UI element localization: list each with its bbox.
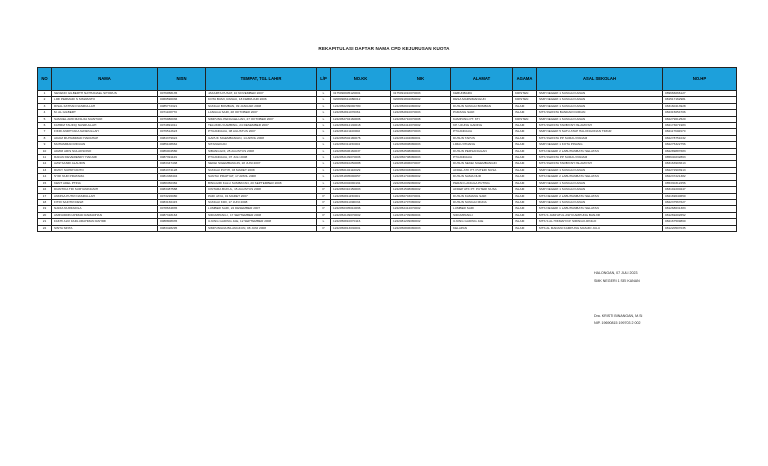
table-cell: SMP NEGERI 1 SUNGAI KANAN xyxy=(537,116,663,122)
table-cell: FITRI SAFITRI DEWI xyxy=(52,199,158,205)
table-cell: 20 xyxy=(38,212,52,218)
column-header: NO xyxy=(38,68,52,91)
table-cell: 14 xyxy=(38,174,52,180)
table-cell: ISLAM xyxy=(513,167,537,173)
table-cell: 1222051704080002 xyxy=(391,174,451,180)
student-table xyxy=(37,67,737,232)
table-cell: 10 xyxy=(38,148,52,154)
table-cell: 082272903913 xyxy=(663,167,737,173)
table-cell: UJUNG GADING JAE xyxy=(451,219,513,225)
table-cell: 12 xyxy=(38,161,52,167)
table-cell: 082278751032 xyxy=(663,135,737,141)
table-cell: 1222050811090034 xyxy=(331,199,391,205)
table-cell: NADIA NURFADILA xyxy=(52,206,158,212)
table-cell: SUNGAI KIRI, 17 JUNI 2008 xyxy=(206,199,317,205)
table-cell: P xyxy=(317,225,331,231)
table-cell: 2222052009080002 xyxy=(391,180,451,186)
table-cell: 1222052811070061 xyxy=(331,110,391,116)
table-cell: 0087391129 xyxy=(158,155,206,161)
table-cell: SITANGKIAN xyxy=(206,142,317,148)
table-cell: MTS NEGERI 2 LABUHANBATU SELATAN xyxy=(537,148,663,154)
table-cell: KRISTEN xyxy=(513,116,537,122)
table-cell: DUSUN TAPUS xyxy=(451,135,513,141)
table-cell: 085640232863 xyxy=(663,155,737,161)
table-cell: 3 xyxy=(38,103,52,109)
table-cell: L xyxy=(317,116,331,122)
table-cell: M. AL GILBERT xyxy=(52,110,158,116)
table-cell: DUSUN PERSANGGAN xyxy=(451,148,513,154)
table-cell: FIKRI ANDHYAKA NASRULLAH xyxy=(52,129,158,135)
table-cell: 1222050808080003 xyxy=(391,142,451,148)
table-cell: CINTARA BUKUL, 15 AGUSTUS 2008 xyxy=(206,187,317,193)
table-cell: 7 xyxy=(38,129,52,135)
table-cell: ISLAM xyxy=(513,199,537,205)
table-cell: ISLAM xyxy=(513,135,537,141)
table-cell: 1222052412070002 xyxy=(391,206,451,212)
table-cell: FAHRIZ TAUFIQ NASRULLAH xyxy=(52,123,158,129)
table-cell: L xyxy=(317,161,331,167)
table-cell: MTS NEGERI 2 LABUHANBATU SELATAN xyxy=(537,174,663,180)
table-cell: RIZKY SUPRIYANTO xyxy=(52,167,158,173)
table-cell: 1222050813030001 xyxy=(331,225,391,231)
table-cell: 1222050303080003 xyxy=(391,167,451,173)
column-header: TEMPAT, TGL LAHIR xyxy=(206,68,317,91)
table-cell: 1222050810070116 xyxy=(331,219,391,225)
table-cell: 0083487588 xyxy=(158,187,206,193)
table-cell: 1222050305010096 xyxy=(331,206,391,212)
table-cell: L xyxy=(317,174,331,180)
table-cell: P xyxy=(317,199,331,205)
table-cell: 1222051805090057 xyxy=(331,174,391,180)
table-cell: SAMUEL ARD MASUJA SIANTURI xyxy=(52,116,158,122)
table-cell: 1222051806070007 xyxy=(391,161,451,167)
table-cell: L xyxy=(317,135,331,141)
table-cell: L xyxy=(317,91,331,97)
table-cell: 6 xyxy=(38,123,52,129)
table-cell: TELUKRU KAMBING, 24 DESEMBER 2007 xyxy=(206,123,317,129)
table-cell: 0087318163 xyxy=(158,212,206,218)
table-cell: FAKHI ALVI FADLURAHMAN RAHIMI xyxy=(52,219,158,225)
table-cell: LIMI PERMADI S SISWANTO xyxy=(52,97,158,103)
table-cell: 082167509860 xyxy=(663,219,737,225)
table-cell: MTS S JAMI'ATUL ASH KAMPUNG BANJIR xyxy=(537,212,663,218)
table-cell: 3175090905120001 xyxy=(331,91,391,97)
table-cell: KRISTEN xyxy=(513,91,537,97)
signature-office: SMK NEGERI 1 SEI KANAN xyxy=(594,279,640,283)
table-cell: PURANG SARI xyxy=(451,110,513,116)
table-row xyxy=(38,225,737,231)
table-cell: 0076980036 xyxy=(158,116,206,122)
table-cell: 083192200247 xyxy=(663,187,737,193)
column-header: ASAL SEKOLAH xyxy=(537,68,663,91)
table-cell: ISLAM xyxy=(513,103,537,109)
table-cell: PERAN LANGGA PUTING xyxy=(451,180,513,186)
table-cell: 0081338404 xyxy=(158,174,206,180)
table-cell: 1222050311150004 xyxy=(331,142,391,148)
table-cell: L xyxy=(317,97,331,103)
table-cell: DUSUN SUNGAI BOMBAN xyxy=(451,103,513,109)
table-cell: P xyxy=(317,206,331,212)
table-cell: ISLAM xyxy=(513,110,537,116)
table-cell: 1222050810250088 xyxy=(331,161,391,167)
table-cell: 11 xyxy=(38,155,52,161)
table-cell: 085330312256 xyxy=(663,180,737,186)
table-cell: ISLAM xyxy=(513,206,537,212)
table-cell: SUNGAI PUTIH, 03 MARET 2008 xyxy=(206,167,317,173)
table-cell: 0073226080 xyxy=(158,193,206,199)
table-cell: ISLAM xyxy=(513,212,537,218)
table-body xyxy=(38,91,737,232)
table-cell: 089666066127 xyxy=(663,91,737,97)
signature-name: Dra. KRISTI BINANGAN, M.Si xyxy=(594,314,643,318)
table-cell: KOTA BUMI, RANAU, 18 FEBRUARI 2006 xyxy=(206,97,317,103)
table-cell: SMP NEGERI 1 SUNGAI KANAN xyxy=(537,187,663,193)
table-cell: 9 xyxy=(38,142,52,148)
table-cell: SEKEI SIGEMBANGIN, 18 JUNI 2007 xyxy=(206,161,317,167)
table-cell: MTS SWASTA PP SURAU PADAM xyxy=(537,155,663,161)
signature-place-date: HALONGAN, 07 JULI 2023 xyxy=(594,271,638,275)
table-cell: 1222051101100002 xyxy=(331,129,391,135)
table-cell: 1222052109070006 xyxy=(331,155,391,161)
table-cell: 082237221382 xyxy=(663,174,737,180)
table-cell: KAMPUNG PT. KTI xyxy=(451,116,513,122)
table-cell: 1222052710070008 xyxy=(391,116,451,122)
table-cell: 2 xyxy=(38,97,52,103)
table-cell: 3208091802060002 xyxy=(391,97,451,103)
table-cell: ISLAM xyxy=(513,155,537,161)
table-cell: SEVENO GILBERTH NATHANAEL SITORUS xyxy=(52,91,158,97)
table-cell: 1222050708080003 xyxy=(391,155,451,161)
table-cell: 082169640650 xyxy=(663,193,737,199)
table-cell: MTS SWASTA TARBIYAH ISLAMIYAH xyxy=(537,161,663,167)
table-cell: 1222050606160037 xyxy=(331,148,391,154)
column-header: ALAMAT xyxy=(451,68,513,91)
table-cell: 1222052002090191 xyxy=(331,180,391,186)
table-cell: DUSUN SUNGAI MUDA xyxy=(451,199,513,205)
table-cell: ADAM MUHAMMAD HARAHAP xyxy=(52,135,158,141)
table-cell: 0069590036 xyxy=(158,97,206,103)
table-cell: MTS SWASTA BANDAR DURIAN xyxy=(537,110,663,116)
table-cell: P xyxy=(317,193,331,199)
table-cell: ISLAM xyxy=(513,219,537,225)
table-cell: ADZRI ARIS SULAKSONO xyxy=(52,148,158,154)
table-cell: 082289887683 xyxy=(663,148,737,154)
table-cell: 4 xyxy=(38,110,52,116)
table-cell: LUMBER SARI xyxy=(451,206,513,212)
table-cell: 081268631383 xyxy=(663,206,737,212)
table-cell: 0083166415 xyxy=(158,199,206,205)
table-cell: ISLAM xyxy=(513,123,537,129)
table-cell: 22 xyxy=(38,225,52,231)
table-cell: SANTAI PRAPYAT, 17 APRIL 2008 xyxy=(206,174,317,180)
table-cell: SIMPUNG PENGGELUAN, 27 OKTOBER 2007 xyxy=(206,116,317,122)
table-cell: L xyxy=(317,103,331,109)
table-cell: ISLAM xyxy=(513,180,537,186)
table-cell: KELAPAN xyxy=(451,225,513,231)
table-cell: 1222050806080003 xyxy=(391,225,451,231)
table-cell: 1222051707080002 xyxy=(391,199,451,205)
table-cell: ISLAM xyxy=(513,148,537,154)
table-cell: PTUANDAUA, 07 JULI 2008 xyxy=(206,155,317,161)
table-cell: 082315054706 xyxy=(663,110,737,116)
table-cell: 0084379924 xyxy=(158,135,206,141)
table-cell: ISLAM xyxy=(513,161,537,167)
table-cell: P xyxy=(317,187,331,193)
table-cell: AFDEL ATK PT. PUTERI NUSA xyxy=(451,167,513,173)
table-cell: 3208090611080012 xyxy=(331,97,391,103)
table-cell: DUSUN KAMANG SARI xyxy=(451,193,513,199)
column-header: NISN xyxy=(158,68,206,91)
column-header: NAMA xyxy=(52,68,158,91)
table-cell: KEBUNBARU xyxy=(451,91,513,97)
table-cell: 0085108662 xyxy=(158,142,206,148)
table-cell: 082117602970 xyxy=(663,129,737,135)
table-cell: 1222050812130018 xyxy=(331,123,391,129)
table-cell: 17 xyxy=(38,193,52,199)
table-cell: MTS NEGERI 1 LABUHANBATU SELATAN xyxy=(537,206,663,212)
page-title: REKAPITULASI DAFTAR NAMA CPD KEJURUSAN KUOTA xyxy=(318,46,450,51)
table-cell: 1222051404080001 xyxy=(391,135,451,141)
table-cell: ANNISA PUTRI NASRULLAH xyxy=(52,193,158,199)
table-cell: SIBANGGOI, 25 AGUSTUS 2008 xyxy=(206,148,317,154)
column-header: NO.KK xyxy=(331,68,391,91)
column-header: NIK xyxy=(391,68,451,91)
table-cell: 0086004580 xyxy=(158,148,206,154)
table-cell: 0084374128 xyxy=(158,167,206,173)
table-cell: 1222052508080004 xyxy=(391,148,451,154)
table-cell: 0088450382 xyxy=(158,180,206,186)
table-cell: DUSUN SEKEI SIGEMBANGIN xyxy=(451,161,513,167)
table-cell: 21 xyxy=(38,219,52,225)
table-cell: RAFAN DEVERENDY HAKAMI xyxy=(52,155,158,161)
table-cell: SIMPUNGDA BILANGKUN, 08 JUNI 2008 xyxy=(206,225,317,231)
table-cell: SIDUMPANG I xyxy=(451,212,513,218)
table-cell: 1222052704160006 xyxy=(331,116,391,122)
table-cell: SMP NEGERI 1 SUNGAI KANAN xyxy=(537,167,663,173)
signature-nip: NIP. 19690815 199703 2 002 xyxy=(594,321,641,325)
table-cell: 1222050901080002 xyxy=(391,103,451,109)
table-cell: LIMAU PINANG xyxy=(451,142,513,148)
table-cell: 0076958135 xyxy=(158,91,206,97)
table-cell: 1222052109070002 xyxy=(331,212,391,218)
table-cell: PTUANDAUA xyxy=(451,129,513,135)
table-cell: RISAL FATHAN NASRULLAH xyxy=(52,103,158,109)
table-cell: 081269202652 xyxy=(663,212,737,218)
table-cell: 0088808935 xyxy=(158,219,206,225)
table-cell: DIANTIKA TRI SURYANINGSIH xyxy=(52,187,158,193)
table-cell: SMP NEGERI 1 SUNGAI KANAN xyxy=(537,91,663,97)
table-cell: L xyxy=(317,129,331,135)
table-cell: 1222050310150003 xyxy=(331,187,391,193)
table-cell: LUMBER SARI, 24 DESEMBER 2007 xyxy=(206,206,317,212)
table-cell: 082173071983 xyxy=(663,123,737,129)
column-header: AGAMA xyxy=(513,68,537,91)
table-cell: 16 xyxy=(38,187,52,193)
table-cell: AMINUDDIN AHMAD RAMADHAN xyxy=(52,212,158,218)
table-cell: 082279612520 xyxy=(663,116,737,122)
table-cell: 1222081209080002 xyxy=(391,219,451,225)
table-cell: 082237567627 xyxy=(663,199,737,205)
table-cell: 0083347438 xyxy=(158,161,206,167)
table-cell: LANGGA SARI, 28 OKTOBER 2007 xyxy=(206,110,317,116)
table-cell: 19 xyxy=(38,206,52,212)
table-cell: SMP NEGERI 1 KOTA PINANG xyxy=(537,142,663,148)
column-header: NO.HP xyxy=(663,68,737,91)
table-cell: L xyxy=(317,219,331,225)
table-cell: L xyxy=(317,142,331,148)
table-cell: SIDUMPANG I, 17 SEPTEMBER 2008 xyxy=(206,212,317,218)
table-cell: 8 xyxy=(38,135,52,141)
table-cell: 15 xyxy=(38,180,52,186)
table-cell: P xyxy=(317,212,331,218)
table-cell: MUHAMMAD RIDUAN xyxy=(52,142,158,148)
table-cell: L xyxy=(317,148,331,154)
table-cell: BINGGIRI KALU SUMBAYAN, 20 SEPTEMBER 2008 xyxy=(206,180,317,186)
table-cell: 1222050502180076 xyxy=(331,135,391,141)
table-cell: SMP NEGERI 1 SUNGAI KANAN xyxy=(537,199,663,205)
table-cell: 083163903613 xyxy=(663,161,737,167)
table-cell: GAPUK SIGEMBANGIN, 14 APRIL 2008 xyxy=(206,135,317,141)
table-cell: L xyxy=(317,110,331,116)
table-cell: MTS AL MADANI KAMPUNG MASJID JULU xyxy=(537,225,663,231)
table-cell: ISLAM xyxy=(513,193,537,199)
table-cell: 18 xyxy=(38,199,52,205)
table-cell: MTS NEGERI 2 LABUHANBATU SELATAN xyxy=(537,193,663,199)
table-cell: 13 xyxy=(38,167,52,173)
table-cell: 1222050102110029 xyxy=(331,167,391,173)
column-header: L/P xyxy=(317,68,331,91)
table-cell: SYRI NUR PRATAMA xyxy=(52,174,158,180)
table-cell: 1 xyxy=(38,91,52,97)
table-cell: 1222052412070002 xyxy=(391,123,451,129)
table-cell: KRISTEN xyxy=(513,97,537,103)
table-cell: 1222050703070001 xyxy=(391,193,451,199)
table-cell: SMP NEGERI 5 SATU ATAP HALONGONAN TIMUR xyxy=(537,129,663,135)
table-cell: 0078634835 xyxy=(158,206,206,212)
table-header xyxy=(38,68,737,91)
table-cell: KP. UJUNG GADING xyxy=(451,123,513,129)
table-cell: L xyxy=(317,155,331,161)
table-cell: 1222052810070003 xyxy=(391,110,451,116)
table-cell: 0071108770 xyxy=(158,110,206,116)
table-cell: PTUANDAUA, 08 AGUSTUS 2007 xyxy=(206,129,317,135)
table-cell: PADI JAYA, 01 MARET 2007 xyxy=(206,193,317,199)
table-cell: 082275322756 xyxy=(663,142,737,148)
table-cell: 0079512623 xyxy=(158,129,206,135)
table-cell: 083160413928 xyxy=(663,103,737,109)
table-cell: ISLAM xyxy=(513,142,537,148)
table-cell: L xyxy=(317,180,331,186)
table-cell: ISLAM xyxy=(513,129,537,135)
table-cell: 3175091010070003 xyxy=(391,91,451,97)
table-cell: JAKARTA PUSAT, 10 NOVEMBER 2007 xyxy=(206,91,317,97)
table-cell: MTS S AL HIKMAH KP. SIRINGO-RINGO xyxy=(537,219,663,225)
table-cell: 0083428295 xyxy=(158,225,206,231)
table-cell: AZIZ SANDI ALAUDIN xyxy=(52,161,158,167)
table-cell: ISLAM xyxy=(513,174,537,180)
table-cell: SMP NEGERI 1 SUNGAI KANAN xyxy=(537,180,663,186)
table-cell: 0085772321 xyxy=(158,103,206,109)
table-cell: L xyxy=(317,123,331,129)
table-cell: 081517162981 xyxy=(663,97,737,103)
table-cell: L xyxy=(317,167,331,173)
table-cell: MTS SWASTA PP SURAU PADAM xyxy=(537,135,663,141)
table-cell: SMP NEGERI 1 SUNGAI KANAN xyxy=(537,97,663,103)
table-cell: 1222050808070003 xyxy=(391,129,451,135)
table-cell: DUSUN SAMA NUR xyxy=(451,174,513,180)
table-cell: KENT ADEL PTINA xyxy=(52,180,158,186)
table-cell: ISLAM xyxy=(513,187,537,193)
table-cell: SMP NEGERI 1 SUNGAI KANAN xyxy=(537,103,663,109)
table-cell: 1222051508080002 xyxy=(391,187,451,193)
table-cell: 1222050811150001 xyxy=(331,193,391,199)
table-cell: 1222051709080004 xyxy=(391,212,451,218)
table-cell: 5 xyxy=(38,116,52,122)
table-cell: MTS SWASTA TARBIYAH ISLAMIYAH xyxy=(537,123,663,129)
table-cell: ISLAM xyxy=(513,225,537,231)
table-cell: 081220507035 xyxy=(663,225,737,231)
table-cell: SUNGAI BOMBAN, 09 JANUARI 2008 xyxy=(206,103,317,109)
table-cell: UJUNG GADING JAE, 12 SEPTEMBER 2008 xyxy=(206,219,317,225)
table-cell: SINTA SINTA xyxy=(52,225,158,231)
table-cell: 1222050209090780 xyxy=(331,103,391,109)
table-cell: AFDEP ATK PT. PUTERI NUSA xyxy=(451,187,513,193)
table-cell: PTUANDAUA xyxy=(451,155,513,161)
table-cell: 0074891011 xyxy=(158,123,206,129)
table-cell: DESA MARSIMANGUN xyxy=(451,97,513,103)
